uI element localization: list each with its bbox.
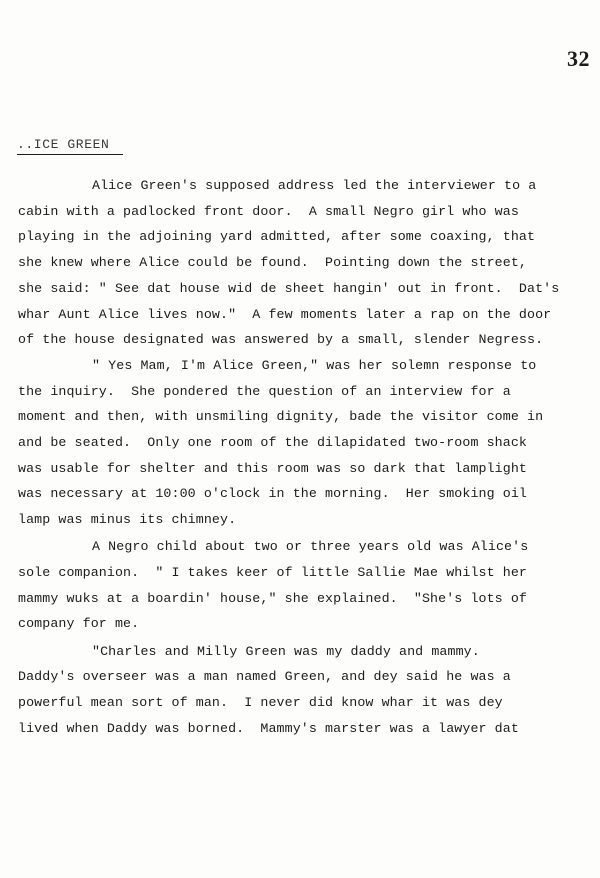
text-line: she said: " See dat house wid de sheet hangin' out in front. Dat's bbox=[18, 280, 560, 296]
section-heading: ..ICE GREEN bbox=[17, 137, 123, 155]
text-line: company for me. bbox=[18, 616, 140, 632]
text-line: sole companion. " I takes keer of little Sallie Mae whilst her bbox=[18, 565, 528, 580]
text-line: cabin with a padlocked front door. A small Negro girl who was bbox=[18, 203, 519, 219]
text-line: lamp was minus its chimney. bbox=[18, 512, 237, 528]
text-line: the inquiry. She pondered the question of an interview for a bbox=[18, 383, 511, 399]
text-line: playing in the adjoining yard admitted, after some coaxing, that bbox=[18, 229, 536, 245]
text-line: and be seated. Only one room of the dilapidated two-room shack bbox=[18, 435, 528, 450]
text-line: she knew where Alice could be found. Pointing down the street, bbox=[18, 255, 528, 271]
text-line: powerful mean sort of man. I never did know whar it was dey bbox=[18, 695, 503, 710]
text-line: lived when Daddy was borned. Mammy's marster was a lawyer dat bbox=[18, 720, 519, 736]
page-number: 32 bbox=[567, 46, 590, 71]
text-line: of the house designated was answered by a small, slender Negress. bbox=[18, 332, 544, 348]
text-line: A Negro child about two or three years old was Alice's bbox=[92, 539, 529, 555]
text-line: Daddy's overseer was a man named Green, and dey said he was a bbox=[18, 669, 511, 685]
text-line: was usable for shelter and this room was so dark that lamplight bbox=[18, 460, 528, 476]
text-line: mammy wuks at a boardin' house," she explained. "She's lots of bbox=[18, 590, 528, 606]
text-line: moment and then, with unsmiling dignity, bade the visitor come in bbox=[18, 409, 544, 425]
text-line: " Yes Mam, I'm Alice Green," was her solemn response to bbox=[92, 357, 537, 373]
text-line: "Charles and Milly Green was my daddy and mammy. bbox=[92, 643, 480, 659]
text-line: was necessary at 10:00 o'clock in the morning. Her smoking oil bbox=[18, 486, 528, 502]
text-line: Alice Green's supposed address led the interviewer to a bbox=[92, 178, 537, 193]
text-line: whar Aunt Alice lives now." A few moments later a rap on the door bbox=[18, 306, 552, 322]
